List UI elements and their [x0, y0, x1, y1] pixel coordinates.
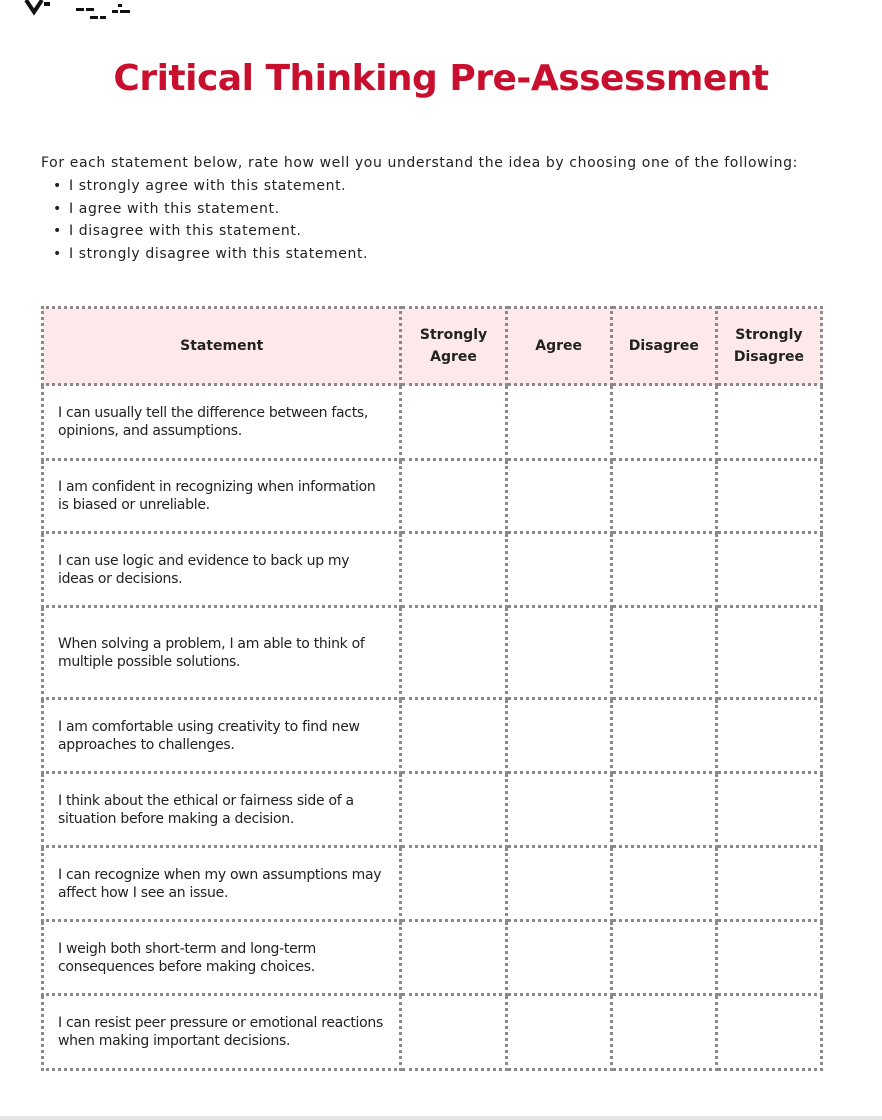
- table-row: [43, 460, 822, 533]
- table-row: [43, 773, 822, 847]
- strongly-disagree-cell[interactable]: [716, 533, 821, 607]
- rating-option-label: I strongly agree with this statement.: [69, 178, 347, 194]
- statement-cell: I can usually tell the difference between facts, opinions, and assumptions.: [43, 385, 401, 460]
- strongly-disagree-cell[interactable]: [716, 921, 821, 995]
- rating-option-label: I strongly disagree with this statement.: [69, 245, 369, 262]
- statement-cell: I can use logic and evidence to back up my ideas or decisions.: [43, 533, 401, 607]
- strongly-disagree-cell[interactable]: [716, 607, 821, 699]
- agree-cell[interactable]: [506, 847, 611, 921]
- header-strongly-agree-line1: Strongly: [419, 327, 488, 343]
- table-row: [43, 921, 822, 995]
- table-header-row: [43, 308, 822, 385]
- strongly-agree-cell[interactable]: [401, 385, 506, 460]
- strongly-agree-cell[interactable]: [401, 607, 506, 699]
- agree-cell[interactable]: [506, 607, 611, 699]
- statement-cell: I am confident in recognizing when information is biased or unreliable.: [43, 460, 401, 533]
- agree-cell[interactable]: [506, 385, 611, 460]
- strongly-disagree-cell[interactable]: [716, 460, 821, 533]
- rating-options-list: [41, 175, 841, 265]
- agree-cell[interactable]: [506, 995, 611, 1070]
- disagree-cell[interactable]: [611, 385, 716, 460]
- table-row: [43, 607, 822, 699]
- disagree-cell[interactable]: [611, 460, 716, 533]
- disagree-cell[interactable]: [611, 533, 716, 607]
- rating-option-label: I disagree with this statement.: [69, 223, 302, 240]
- rating-option: [51, 175, 841, 198]
- disagree-cell[interactable]: [611, 847, 716, 921]
- strongly-agree-cell[interactable]: [401, 773, 506, 847]
- statement-cell: I weigh both short-term and long-term consequences before making choices.: [43, 921, 401, 995]
- bullet-icon: •: [53, 245, 62, 262]
- agree-cell[interactable]: [506, 921, 611, 995]
- corner-logo-fragment: [24, 0, 134, 24]
- page-title: Critical Thinking Pre-Assessment: [113, 58, 769, 99]
- bullet-icon: •: [53, 223, 62, 240]
- header-strongly-agree: [401, 308, 506, 385]
- agree-cell[interactable]: [506, 699, 611, 773]
- bullet-icon: •: [53, 178, 62, 194]
- disagree-cell[interactable]: [611, 773, 716, 847]
- header-disagree: Disagree: [611, 308, 716, 385]
- header-strongly-agree-line2: Agree: [430, 349, 477, 365]
- agree-cell[interactable]: [506, 533, 611, 607]
- statement-cell: I am comfortable using creativity to find new approaches to challenges.: [43, 699, 401, 773]
- strongly-agree-cell[interactable]: [401, 995, 506, 1070]
- table-row: [43, 699, 822, 773]
- rating-option: [51, 243, 841, 266]
- disagree-cell[interactable]: [611, 699, 716, 773]
- strongly-disagree-cell[interactable]: [716, 995, 821, 1070]
- strongly-disagree-cell[interactable]: [716, 773, 821, 847]
- header-strongly-disagree: [716, 308, 821, 385]
- agree-cell[interactable]: [506, 460, 611, 533]
- strongly-disagree-cell[interactable]: [716, 385, 821, 460]
- header-agree: Agree: [506, 308, 611, 385]
- rating-option: [51, 198, 841, 221]
- table-row: [43, 385, 822, 460]
- strongly-disagree-cell[interactable]: [716, 847, 821, 921]
- strongly-disagree-cell[interactable]: [716, 699, 821, 773]
- rating-option-label: I agree with this statement.: [69, 200, 280, 217]
- strongly-agree-cell[interactable]: [401, 460, 506, 533]
- bullet-icon: •: [53, 200, 62, 217]
- disagree-cell[interactable]: [611, 995, 716, 1070]
- table-row: [43, 533, 822, 607]
- strongly-agree-cell[interactable]: [401, 847, 506, 921]
- statement-cell: I can recognize when my own assumptions may affect how I see an issue.: [43, 847, 401, 921]
- strongly-agree-cell[interactable]: [401, 699, 506, 773]
- strongly-agree-cell[interactable]: [401, 533, 506, 607]
- page-bottom-edge: [0, 1116, 882, 1120]
- table-row: [43, 847, 822, 921]
- disagree-cell[interactable]: [611, 607, 716, 699]
- statement-cell: I think about the ethical or fairness side of a situation before making a decision.: [43, 773, 401, 847]
- strongly-agree-cell[interactable]: [401, 921, 506, 995]
- header-statement: Statement: [43, 308, 401, 385]
- agree-cell[interactable]: [506, 773, 611, 847]
- statement-cell: I can resist peer pressure or emotional reactions when making important decisions.: [43, 995, 401, 1070]
- header-strongly-disagree-line1: Strongly: [735, 327, 803, 343]
- instructions: [41, 153, 841, 265]
- disagree-cell[interactable]: [611, 921, 716, 995]
- rating-option: [51, 220, 841, 243]
- instructions-text: For each statement below, rate how well you understand the idea by choosing one of the following:: [41, 155, 798, 171]
- table-row: [43, 995, 822, 1070]
- assessment-table: [41, 306, 823, 1071]
- header-strongly-disagree-line2: Disagree: [733, 349, 804, 365]
- statement-cell: When solving a problem, I am able to think of multiple possible solutions.: [43, 607, 401, 699]
